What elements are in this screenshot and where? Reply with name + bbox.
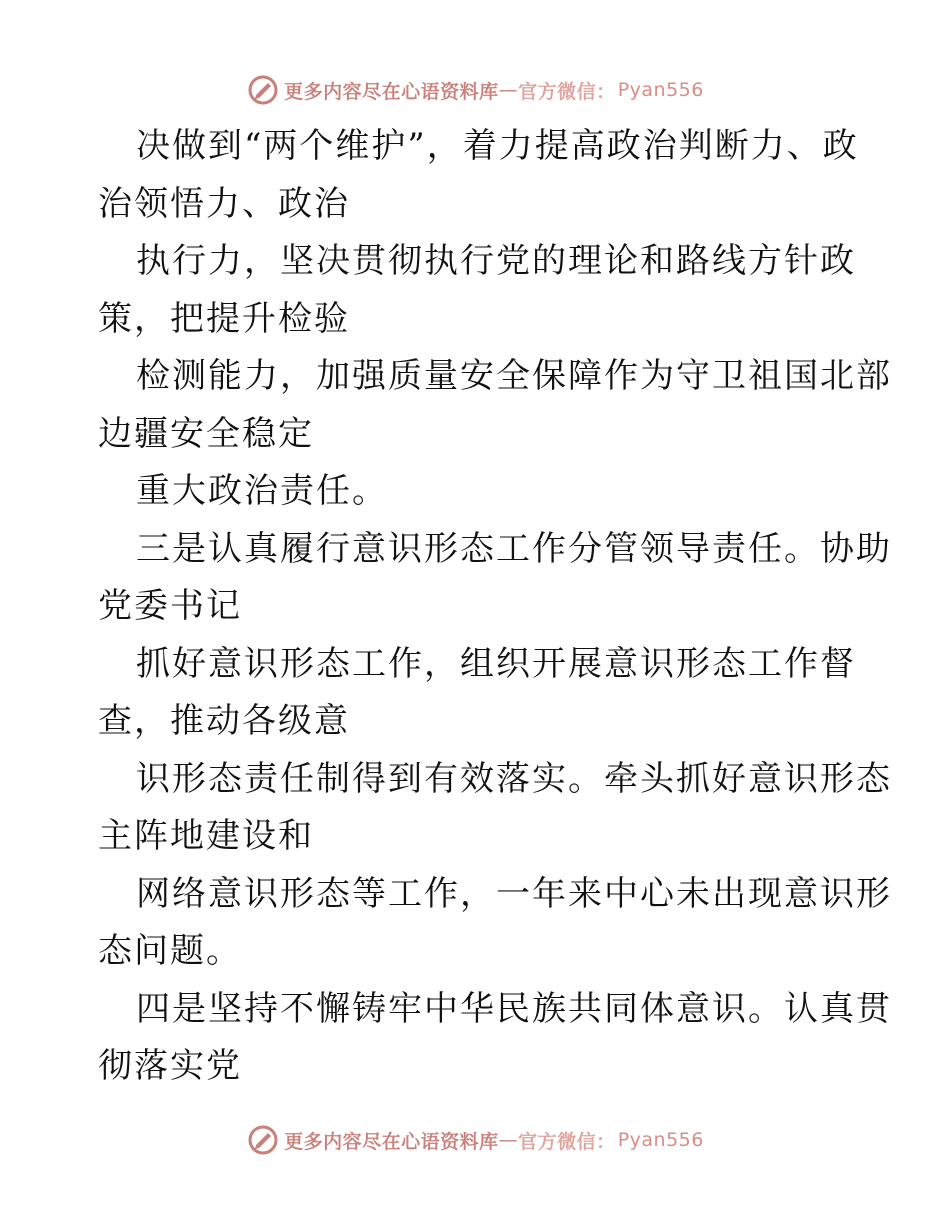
footer-watermark xyxy=(0,1120,950,1160)
watermark-dash: — xyxy=(498,79,519,101)
watermark-contact-label: 官方微信： xyxy=(518,1130,616,1153)
text-line: 网络意识形态等工作，一年来中心未出现意识形 xyxy=(136,873,892,914)
watermark-wechat-id: Pyan556 xyxy=(617,1129,704,1151)
watermark-contact-label: 官方微信： xyxy=(518,80,616,103)
text-line: 抓好意识形态工作，组织开展意识形态工作督 xyxy=(136,643,856,684)
text-line: 识形态责任制得到有效落实。牵头抓好意识形态 xyxy=(136,758,892,799)
text-line: 党委书记 xyxy=(98,586,242,626)
document-body xyxy=(98,118,892,1096)
text-line: 治领悟力、政治 xyxy=(98,183,350,224)
text-line: 检测能力，加强质量安全保障作为守卫祖国北部 xyxy=(136,356,892,396)
text-line: 决做到“两个维护”，着力提高政治判断力、政 xyxy=(136,126,859,166)
text-line: 执行力，坚决贯彻执行党的理论和路线方针政 xyxy=(136,241,856,281)
watermark-dash: — xyxy=(498,1129,519,1151)
header-watermark xyxy=(0,70,950,110)
watermark-text: 更多内容尽在心语资料库 xyxy=(284,1130,499,1153)
text-line: 主阵地建设和 xyxy=(98,816,314,856)
text-line: 四是坚持不懈铸牢中华民族共同体意识。认真贯 xyxy=(136,988,892,1029)
logo-icon xyxy=(246,1123,280,1157)
text-line: 态问题。 xyxy=(98,931,242,971)
text-line: 重大政治责任。 xyxy=(136,471,388,511)
text-line: 边疆安全稳定 xyxy=(98,413,314,454)
text-line: 查，推动各级意 xyxy=(98,701,350,741)
text-line: 彻落实党 xyxy=(98,1046,242,1086)
watermark-wechat-id: Pyan556 xyxy=(617,79,704,101)
logo-icon xyxy=(246,73,280,107)
text-line: 策，把提升检验 xyxy=(98,298,350,339)
watermark-text: 更多内容尽在心语资料库 xyxy=(284,80,499,103)
text-line: 三是认真履行意识形态工作分管领导责任。协助 xyxy=(136,528,892,569)
